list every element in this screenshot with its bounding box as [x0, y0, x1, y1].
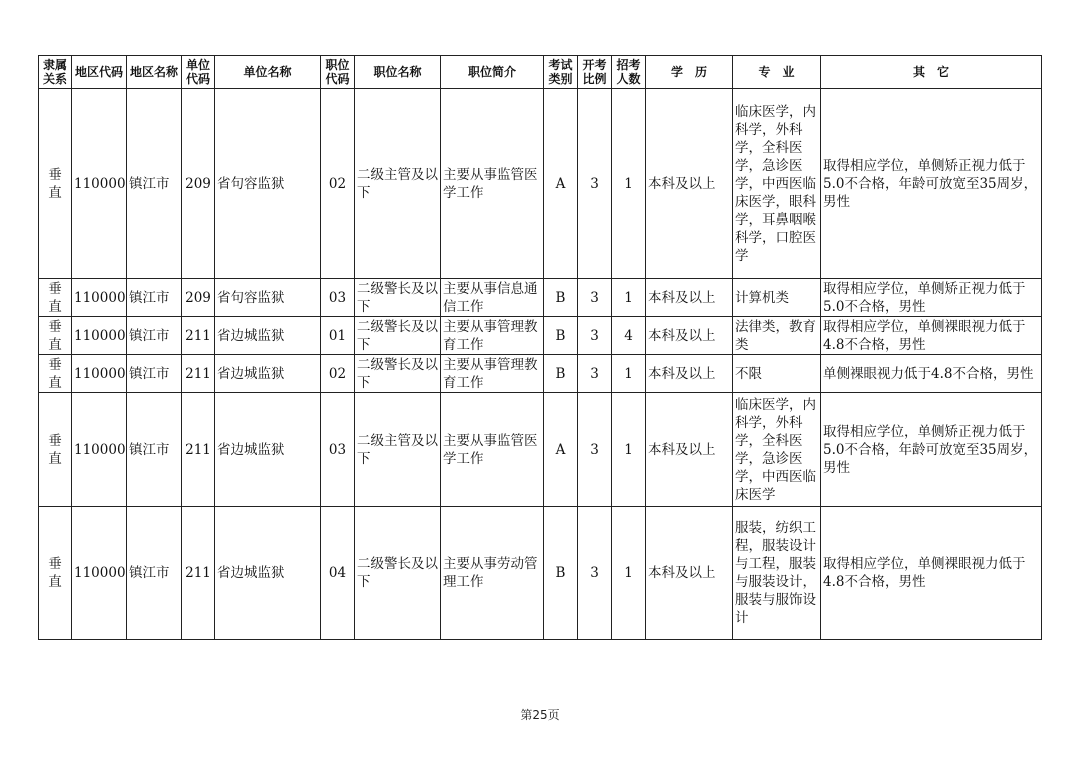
exam-type-cell: B: [544, 355, 578, 393]
relation-cell: 垂直: [48, 556, 62, 590]
relation-cell: 垂直: [48, 356, 62, 391]
region-code-cell: 110000: [72, 507, 127, 640]
relation-cell: 垂直: [48, 318, 62, 353]
table-row: [39, 279, 1042, 317]
unit-code-cell: 211: [182, 507, 215, 640]
major-cell: 法律类，教育类: [733, 317, 821, 355]
region-code-cell: 110000: [72, 279, 127, 317]
quota-cell: 1: [612, 355, 646, 393]
exam-type-cell: B: [544, 317, 578, 355]
header-other: 其 它: [821, 56, 1042, 89]
education-cell: 本科及以上: [646, 507, 733, 640]
position-name-cell: 二级警长及以下: [355, 317, 441, 355]
unit-code-cell: 211: [182, 355, 215, 393]
region-code-cell: 110000: [72, 393, 127, 507]
region-code-cell: 110000: [72, 317, 127, 355]
header-exam-type: 考试类别: [544, 56, 578, 89]
table-row: [39, 89, 1042, 279]
unit-code-cell: 211: [182, 317, 215, 355]
region-code-cell: 110000: [72, 355, 127, 393]
table-header-row: [39, 56, 1042, 89]
position-desc-cell: 主要从事监管医学工作: [441, 89, 544, 279]
position-desc-cell: 主要从事信息通信工作: [441, 279, 544, 317]
unit-name-cell: 省边城监狱: [215, 317, 321, 355]
exam-type-cell: A: [544, 89, 578, 279]
region-name-cell: 镇江市: [127, 279, 182, 317]
position-name-cell: 二级主管及以下: [355, 89, 441, 279]
open-ratio-cell: 3: [578, 507, 612, 640]
position-name-cell: 二级警长及以下: [355, 507, 441, 640]
education-cell: 本科及以上: [646, 317, 733, 355]
region-name-cell: 镇江市: [127, 507, 182, 640]
header-position-code: 职位代码: [321, 56, 355, 89]
unit-code-cell: 209: [182, 279, 215, 317]
unit-code-cell: 211: [182, 393, 215, 507]
table-row: [39, 355, 1042, 393]
table-row: [39, 507, 1042, 640]
header-education: 学 历: [646, 56, 733, 89]
table-row: [39, 317, 1042, 355]
region-name-cell: 镇江市: [127, 89, 182, 279]
other-cell: 取得相应学位，单侧矫正视力低于5.0不合格，年龄可放宽至35周岁，男性: [821, 393, 1042, 507]
unit-name-cell: 省边城监狱: [215, 355, 321, 393]
header-unit-name: 单位名称: [215, 56, 321, 89]
quota-cell: 1: [612, 393, 646, 507]
major-cell: 临床医学，内科学，外科学，全科医学，急诊医学，中西医临床医学: [733, 393, 821, 507]
header-unit-code: 单位代码: [182, 56, 215, 89]
education-cell: 本科及以上: [646, 279, 733, 317]
other-cell: 取得相应学位，单侧矫正视力低于5.0不合格，男性: [821, 279, 1042, 317]
header-position-desc: 职位简介: [441, 56, 544, 89]
relation-cell: 垂直: [48, 280, 62, 315]
position-name-cell: 二级主管及以下: [355, 393, 441, 507]
unit-name-cell: 省边城监狱: [215, 507, 321, 640]
position-desc-cell: 主要从事管理教育工作: [441, 355, 544, 393]
header-relation: 隶属关系: [39, 56, 72, 89]
major-cell: 不限: [733, 355, 821, 393]
header-position-name: 职位名称: [355, 56, 441, 89]
position-desc-cell: 主要从事监管医学工作: [441, 393, 544, 507]
open-ratio-cell: 3: [578, 393, 612, 507]
quota-cell: 1: [612, 279, 646, 317]
region-name-cell: 镇江市: [127, 317, 182, 355]
unit-name-cell: 省边城监狱: [215, 393, 321, 507]
position-name-cell: 二级警长及以下: [355, 279, 441, 317]
education-cell: 本科及以上: [646, 89, 733, 279]
open-ratio-cell: 3: [578, 355, 612, 393]
position-desc-cell: 主要从事管理教育工作: [441, 317, 544, 355]
header-open-ratio: 开考比例: [578, 56, 612, 89]
other-cell: 取得相应学位，单侧裸眼视力低于4.8不合格，男性: [821, 317, 1042, 355]
header-quota: 招考人数: [612, 56, 646, 89]
other-cell: 取得相应学位，单侧裸眼视力低于4.8不合格，男性: [821, 507, 1042, 640]
page-number: 第25页: [520, 708, 560, 722]
open-ratio-cell: 3: [578, 279, 612, 317]
recruitment-table: [38, 55, 1042, 640]
unit-name-cell: 省句容监狱: [215, 279, 321, 317]
unit-name-cell: 省句容监狱: [215, 89, 321, 279]
exam-type-cell: B: [544, 279, 578, 317]
major-cell: 服装，纺织工程，服装设计与工程，服装与服装设计，服装与服饰设计: [733, 507, 821, 640]
open-ratio-cell: 3: [578, 89, 612, 279]
exam-type-cell: B: [544, 507, 578, 640]
table-row: [39, 393, 1042, 507]
region-name-cell: 镇江市: [127, 355, 182, 393]
relation-cell: 垂直: [48, 166, 62, 201]
education-cell: 本科及以上: [646, 393, 733, 507]
position-code-cell: 03: [321, 393, 355, 507]
other-cell: 单侧裸眼视力低于4.8不合格，男性: [821, 355, 1042, 393]
position-code-cell: 02: [321, 89, 355, 279]
position-desc-cell: 主要从事劳动管理工作: [441, 507, 544, 640]
position-code-cell: 01: [321, 317, 355, 355]
header-region-name: 地区名称: [127, 56, 182, 89]
quota-cell: 1: [612, 507, 646, 640]
education-cell: 本科及以上: [646, 355, 733, 393]
open-ratio-cell: 3: [578, 317, 612, 355]
position-code-cell: 03: [321, 279, 355, 317]
relation-cell: 垂直: [48, 432, 62, 467]
header-major: 专 业: [733, 56, 821, 89]
major-cell: 临床医学，内科学，外科学，全科医学，急诊医学，中西医临床医学，眼科学，耳鼻咽喉科学，口腔医学: [733, 89, 821, 279]
exam-type-cell: A: [544, 393, 578, 507]
other-cell: 取得相应学位，单侧矫正视力低于5.0不合格，年龄可放宽至35周岁，男性: [821, 89, 1042, 279]
header-region-code: 地区代码: [72, 56, 127, 89]
major-cell: 计算机类: [733, 279, 821, 317]
unit-code-cell: 209: [182, 89, 215, 279]
region-code-cell: 110000: [72, 89, 127, 279]
quota-cell: 1: [612, 89, 646, 279]
quota-cell: 4: [612, 317, 646, 355]
position-name-cell: 二级警长及以下: [355, 355, 441, 393]
position-code-cell: 04: [321, 507, 355, 640]
position-code-cell: 02: [321, 355, 355, 393]
region-name-cell: 镇江市: [127, 393, 182, 507]
